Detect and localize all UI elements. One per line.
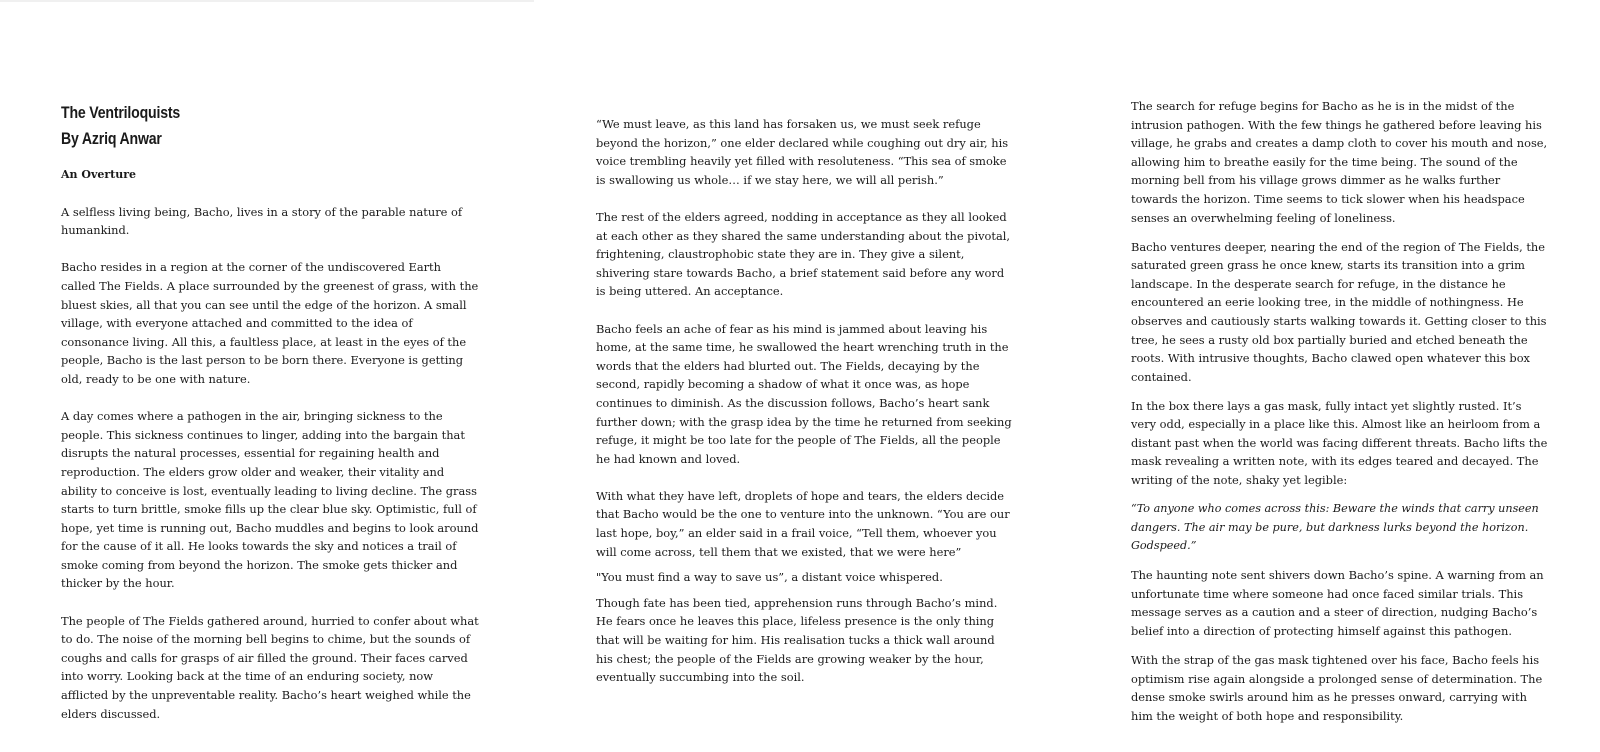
paragraph: Bacho ventures deeper, nearing the end of the region of The Fields, the saturated green grass he once knew, starts its transition into a grim landscape. In the desperate search for refuge, in the distance he encountered an eerie looking tree, in the middle of nothingness. He observes and cautiously starts walking towards it. Getting closer to this tree, he sees a rusty old box partially buried and etched beneath the roots. With intrusive thoughts, Bacho clawed open whatever this box contained. <box>1131 239 1547 384</box>
paragraph: “We must leave, as this land has forsaken us, we must seek refuge beyond the horizon,” one elder declared while coughing out dry air, his voice trembling heavily yet filled with resoluteness. “This sea of smoke is swallowing us whole… if we stay here, we will all perish.” <box>596 117 1009 187</box>
top-divider <box>0 0 534 2</box>
paragraph: The haunting note sent shivers down Bacho’s spine. A warning from an unfortunate time where someone had once faced similar trials. This message serves as a caution and a steer of direction, nudging Bacho’s belief into a direction of protecting himself against this pathogen. <box>1131 568 1544 638</box>
paragraph: The people of The Fields gathered around, hurried to confer about what to do. The noise of the morning bell begins to chime, but the sounds of coughs and calls for grasps of air filled the ground. Their faces carved into worry. Looking back at the time of an enduring society, now afflicted by the unpreventable reality. Bacho’s heart weighed while the elders discussed. <box>61 613 479 721</box>
paragraph: Bacho feels an ache of fear as his mind is jammed about leaving his home, at the same time, he swallowed the heart wrenching truth in the words that the elders had blurted out. The Fields, decaying by the second, rapidly becoming a shadow of what it once was, as hope continues to diminish. As the discussion follows, Bacho’s heart sank further down; with the grasp idea by the time he returned from seeking refuge, it might be too late for the people of The Fields, all the people he had known and loved. <box>596 321 1012 466</box>
story-column-3 <box>1131 97 1549 725</box>
story-column-2 <box>596 115 1014 687</box>
story-author: By Azriq Anwar <box>61 130 162 148</box>
paragraph: In the box there lays a gas mask, fully intact yet slightly rusted. It’s very odd, especially in a place like this. Almost like an heirloom from a distant past when the world was facing different threats. Bacho lifts the mask revealing a written note, with its edges teared and decayed. The writing of the note, shaky yet legible: <box>1131 398 1548 488</box>
paragraph: With what they have left, droplets of hope and tears, the elders decide that Bacho would be the one to venture into the unknown. “You are our last hope, boy,” an elder said in a frail voice, “Tell them, whoever you will come across, tell them that we existed, that we were here” <box>596 488 1010 559</box>
paragraph: A selfless living being, Bacho, lives in a story of the parable nature of humankind. <box>61 204 463 238</box>
paragraph: A day comes where a pathogen in the air, bringing sickness to the people. This sickness continues to linger, adding into the bargain that disrupts the natural processes, essential for regaining health and reproduction. The elders grow older and weaker, their vitality and ability to conceive is lost, eventually leading to living decline. The grass starts to turn brittle, smoke fills up the clear blue sky. Optimistic, full of hope, yet time is running out, Bacho muddles and begins to look around for the cause of it all. He looks towards the sky and notices a trail of smoke coming from beyond the horizon. The smoke gets thicker and thicker by the hour. <box>61 409 479 591</box>
story-column-1 <box>61 100 479 723</box>
paragraph: Bacho resides in a region at the corner of the undiscovered Earth called The Fields. A place surrounded by the greenest of grass, with the bluest skies, all that you can see until the edge of the horizon. A small village, with everyone attached and committed to the idea of consonance living. All this, a faultless place, at least in the eyes of the people, Bacho is the last person to be born there. Everyone is getting old, ready to be one with nature. <box>61 260 479 386</box>
paragraph: The rest of the elders agreed, nodding in acceptance as they all looked at each other as they shared the same understanding about the pivotal, frightening, claustrophobic state they are in. They give a silent, shivering stare towards Bacho, a brief statement said before any word is being uttered. An acceptance. <box>596 209 1011 299</box>
paragraph: The search for refuge begins for Bacho as he is in the midst of the intrusion pathogen. With the few things he gathered before leaving his village, he grabs and creates a damp cloth to cover his mouth and nose, allowing him to breathe easily for the time being. The sound of the morning bell from his village grows dimmer as he walks further towards the horizon. Time seems to tick slower when his headspace senses an overwhelming feeling of loneliness. <box>1131 99 1548 225</box>
section-heading: An Overture <box>61 168 137 181</box>
paragraph: Though fate has been tied, apprehension runs through Bacho’s mind. He fears once he leaves this place, lifeless presence is the only thing that will be waiting for him. His realisation tucks a thick wall around his chest; the people of the Fields are growing weaker by the hour, eventually succumbing into the soil. <box>596 595 998 685</box>
paragraph: "You must find a way to save us”, a distant voice whispered. <box>596 570 943 585</box>
story-title: The Ventriloquists <box>61 104 181 122</box>
written-note-quote: “To anyone who comes across this: Beware the winds that carry unseen dangers. The air may be pure, but darkness lurks beyond the horizon. Godspeed.” <box>1131 502 1539 553</box>
paragraph: With the strap of the gas mask tightened over his face, Bacho feels his optimism rise again alongside a prolonged sense of determination. The dense smoke swirls around him as he presses onward, carrying with him the weight of both hope and responsibility. <box>1131 652 1543 723</box>
